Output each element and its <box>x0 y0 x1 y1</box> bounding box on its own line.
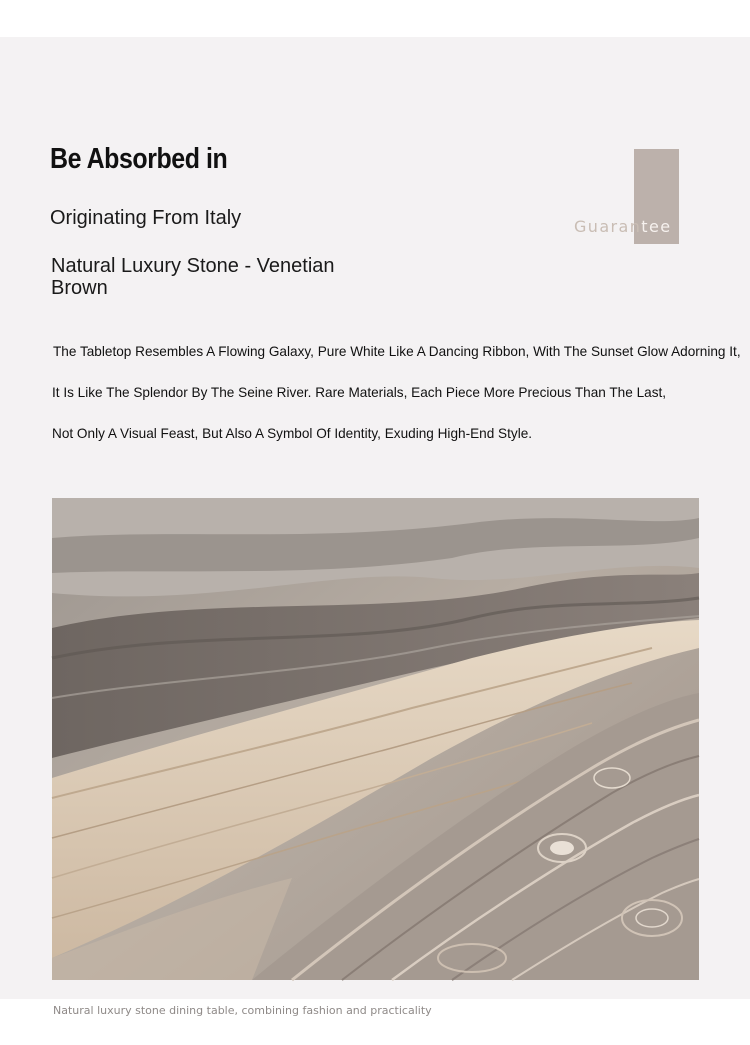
origin-subtitle: Originating From Italy <box>50 207 242 229</box>
marble-stone-photo <box>52 498 699 980</box>
description-line-1: The Tabletop Resembles A Flowing Galaxy, Pure White Like A Dancing Ribbon, With The Sunset Glow Adorning It, <box>53 344 741 359</box>
description-line-3: Not Only A Visual Feast, But Also A Symbol Of Identity, Exuding High-End Style. <box>52 426 533 441</box>
guarantee-badge-label-left: Guaran <box>574 217 642 236</box>
photo-caption: Natural luxury stone dining table, combining fashion and practicality <box>53 1004 432 1017</box>
guarantee-badge <box>574 217 671 236</box>
content-panel <box>0 37 750 1017</box>
description-line-2: It Is Like The Splendor By The Seine River. Rare Materials, Each Piece More Precious Than The Last, <box>52 385 667 400</box>
page-title: Be Absorbed in <box>50 143 228 175</box>
material-subtitle: Natural Luxury Stone - Venetian Brown <box>51 255 335 299</box>
guarantee-badge-label-right: tee <box>641 217 672 236</box>
